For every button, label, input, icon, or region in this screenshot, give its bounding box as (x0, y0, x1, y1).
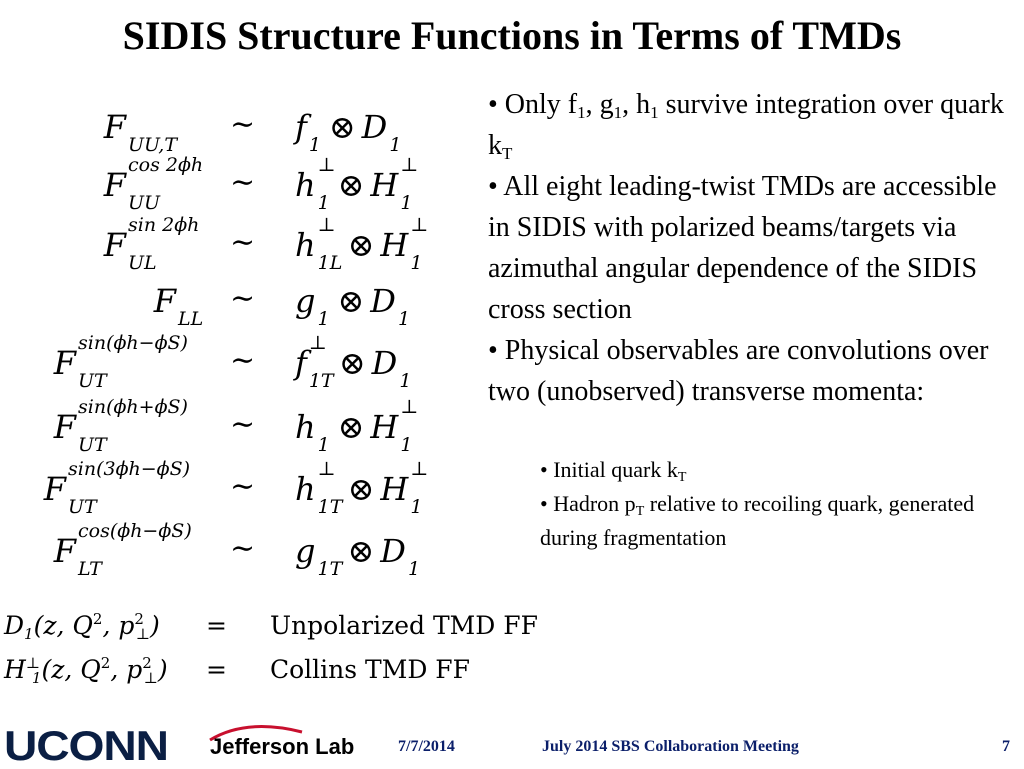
equation-rhs: h ⊥ 1T ⊗ H ⊥ 1 (295, 458, 429, 518)
equation-relation: ∼ (230, 343, 256, 378)
equation-relation: ∼ (230, 281, 256, 316)
equation-lhs: F sin 2ϕh UL (103, 214, 200, 274)
equation-lhs: F LL (153, 282, 204, 330)
definition-function: $H^\perp_1(z$, $Q^2$, $p^2_\perp$) (4, 654, 168, 687)
sub-bullet-item: • Initial quark $k_T$ (540, 457, 687, 485)
equation-rhs: h ⊥ 1L ⊗ H ⊥ 1 (295, 214, 429, 274)
equation-row (0, 154, 470, 214)
equation-lhs: F sin(3ϕh−ϕS) UT (43, 458, 191, 518)
definition-equals: = (206, 611, 227, 640)
bullet-item: • All eight leading-twist TMDs are accessible in SIDIS with polarized beams/targets via azimuthal angular dependence of the SIDIS cross section (488, 171, 997, 325)
equation-row (0, 96, 470, 156)
equation-row (0, 214, 470, 274)
definition-text: Unpolarized TMD FF (270, 611, 538, 640)
bullet-item: • Only $f_1$, $g_1$, $h_1$ survive integration over quark $k_T$ (488, 89, 1004, 163)
definition-row (0, 604, 600, 644)
equation-row (0, 520, 470, 580)
equation-lhs: F cos(ϕh−ϕS) LT (53, 520, 192, 580)
equation-rhs: h ⊥ 1 ⊗ H ⊥ 1 (295, 154, 419, 214)
equation-relation: ∼ (230, 107, 256, 142)
bullet-list (488, 84, 1024, 412)
equation-rhs: f ⊥ 1T ⊗ D 1 (295, 332, 412, 392)
sub-bullet-item: • Hadron $p_T$ relative to recoiling quark, generated during fragmentation (540, 491, 975, 550)
equation-relation: ∼ (230, 407, 256, 442)
equation-relation: ∼ (230, 225, 256, 260)
definition-row (0, 648, 600, 688)
equation-rhs: g 1T ⊗ D 1 (295, 532, 421, 580)
equation-row (0, 396, 470, 456)
equation-relation: ∼ (230, 165, 256, 200)
sub-bullet-list (540, 453, 1010, 555)
definition-text: Collins TMD FF (270, 655, 470, 684)
slide-footer (0, 722, 1024, 768)
uconn-logo: UCONN (4, 722, 168, 769)
equation-lhs: F cos 2ϕh UU (103, 154, 204, 214)
equation-lhs: F sin(ϕh+ϕS) UT (53, 396, 188, 456)
equation-relation: ∼ (230, 469, 256, 504)
page-number: 7 (1002, 738, 1010, 755)
slide-title: SIDIS Structure Functions in Terms of TMDs (122, 13, 902, 58)
equation-lhs: F sin(ϕh−ϕS) UT (53, 332, 188, 392)
equation-relation: ∼ (230, 531, 256, 566)
definition-function: $D_1(z$, $Q^2$, $p^2_\perp$) (4, 610, 160, 643)
equation-rhs: f 1 ⊗ D 1 (295, 108, 402, 156)
footer-date: 7/7/2014 (398, 738, 455, 755)
equation-row (0, 332, 470, 392)
definition-equals: = (206, 655, 227, 684)
bullet-item: • Physical observables are convolutions over two (unobserved) transverse momenta: (488, 335, 989, 407)
footer-meeting: July 2014 SBS Collaboration Meeting (542, 738, 799, 755)
equation-rhs: g 1 ⊗ D 1 (295, 282, 411, 330)
equation-lhs: F UU,T (103, 108, 177, 156)
equation-row (0, 458, 470, 518)
jefferson-lab-logo: Jefferson Lab (210, 734, 355, 759)
equation-rhs: h 1 ⊗ H ⊥ 1 (295, 396, 419, 456)
equation-row (0, 270, 470, 330)
